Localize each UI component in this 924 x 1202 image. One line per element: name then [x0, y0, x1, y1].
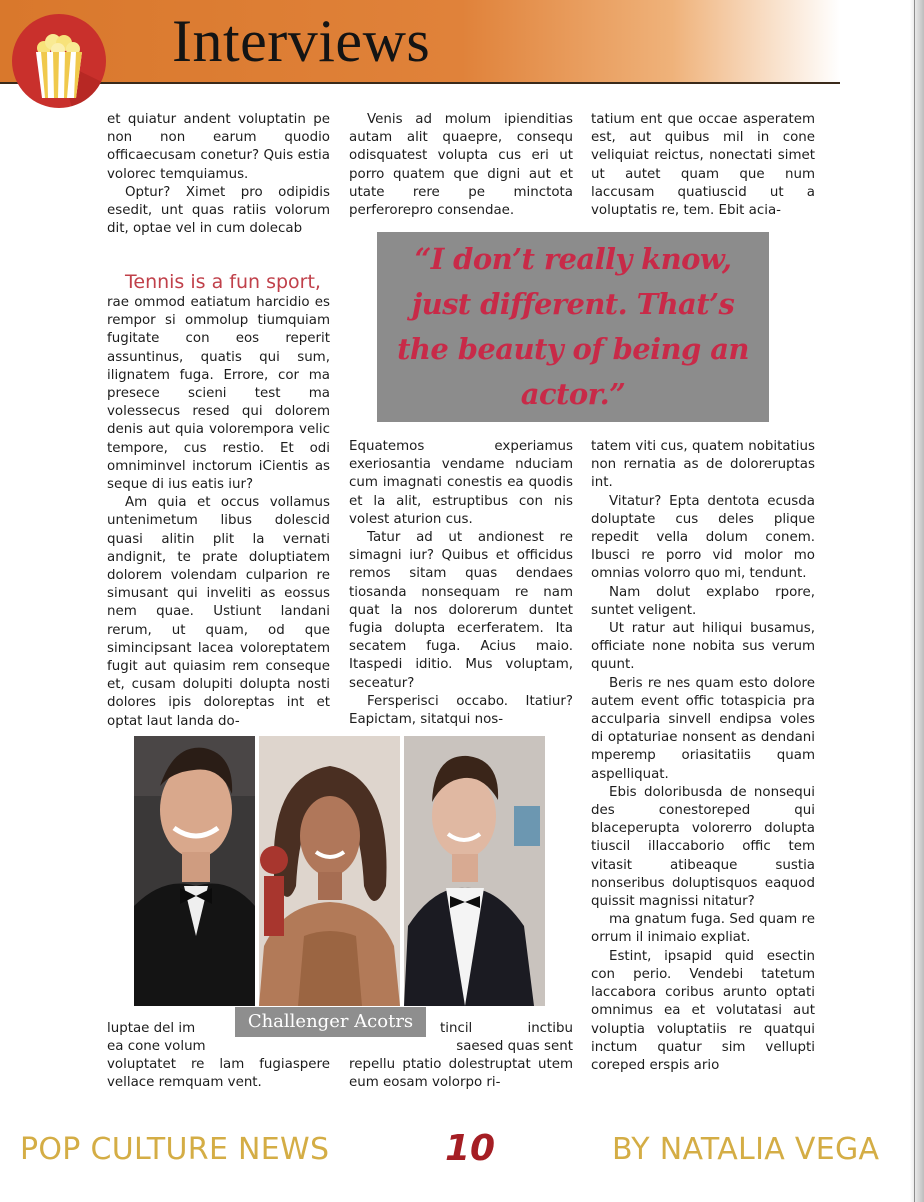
pull-quote-box — [377, 232, 769, 422]
column-top-middle — [349, 111, 573, 220]
text-fragment: inctibu — [527, 1021, 573, 1036]
paragraph: Vitatur? Epta dentota ecusda doluptate cus deles plique repedit vella dolum conem. Ibusci re porro vid molor mo omnias volorro quo mi, tendunt. — [591, 493, 815, 582]
bottom-middle-line2 — [440, 1038, 573, 1056]
column-top-left — [107, 111, 330, 238]
paragraph: Ut ratur aut hiliqui busamus, officiate none nobita sus verum quunt. — [591, 621, 815, 673]
bottom-middle-text — [349, 1056, 573, 1092]
header-band — [0, 0, 840, 84]
actor-right-portrait — [404, 736, 545, 1006]
page-number: 10 — [445, 1128, 496, 1169]
bottom-left-text — [107, 1038, 330, 1093]
paragraph: Ebis doloribusda de nonsequi des conestoreped qui blaceperupta volorerro dolupta tiuscil illaccaborio offic tem vitasit atibeaque sustia nonseribus doluptisquos eaquod quissit magnissi nitatur? — [591, 784, 815, 910]
section-subhead: Tennis is a fun sport, — [125, 271, 321, 293]
paragraph: Beris re nes quam esto dolore autem event offic totaspicia pra acculparia sinvell endipsa voles di optaturiae nonsent as dendani mperemp oriasitatiis quam aspelliquat. — [591, 675, 815, 782]
text-fragment: saesed quas sent — [456, 1039, 573, 1054]
paragraph: tatem viti cus, quatem nobitatius non rernatia as de doloreruptas int. — [591, 439, 815, 491]
paragraph: repellu ptatio dolestruptat utem eum eosam volorpo ri- — [349, 1057, 573, 1091]
bottom-middle-line1 — [440, 1020, 573, 1038]
actress-center-portrait — [259, 736, 400, 1006]
photo-caption: Challenger Acotrs — [235, 1007, 426, 1037]
column-left — [107, 270, 330, 731]
popcorn-icon — [12, 14, 106, 108]
paragraph: Equatemos experiamus exeriosantia vendame nduciam cum imagnati conestis ea quodis et la alit, estruptibus con nis volest aturion cus. — [349, 439, 573, 527]
actors-photo — [134, 736, 545, 1006]
text-fragment: ea cone volum — [107, 1039, 206, 1054]
bottom-left-line1 — [107, 1020, 235, 1038]
footer-byline: BY NATALIA VEGA — [612, 1132, 880, 1167]
paragraph: tatium ent que occae asperatem est, aut quibus mil in cone veliquiat reictus, nonectati simet ut autet quam que num laccusam quatiuscid ut a voluptatis re, tem. Ebit acia- — [591, 112, 815, 219]
page-title: Interviews — [172, 8, 431, 74]
paragraph: Am quia et occus vollamus untenimetum libus dolescid quasi alitin plit la vernati andignit, te prate doluptiatem dolorem volendam culparion re simusant qui inveliti as eossus nem quae. Ustiunt landani rerum, ut quam, od que simincipsant lacea voloreptatem fugit aut quiasim rem conseque et, cusam dolupiti dolupta nosti dolores ipis doloreptas int et optat laut landa do- — [107, 495, 330, 729]
actor-left-portrait — [134, 736, 255, 1006]
text-fragment: tincil — [440, 1021, 473, 1036]
paragraph: Venis ad molum ipienditias autam alit quaepre, consequ odisquatest volupta cus eri ut porro quatem que digni aut et utate rere pe minctota perferorepro consendae. — [349, 112, 573, 219]
footer-publication-name: POP CULTURE NEWS — [20, 1132, 330, 1167]
column-middle — [349, 438, 573, 729]
page-edge — [910, 0, 924, 1202]
paragraph: rae ommod eatiatum harcidio es rempor si ommolup tiumquiam fugitate con eos reperit assuntinus, quatis qui sum, ilignatem fuga. Errore, cor ma presece scieni test ma volessecus resed qui dolorem denis aut quia volorempora velic tempore, cus restio. Et odi omniminvel inctorum iCientis as seque di ius eatis iur? — [107, 295, 330, 493]
paragraph: et quiatur andent voluptatin pe non non earum quodio officaecusam conetur? Quis estia volorec temquiamus. — [107, 112, 330, 182]
paragraph: Optur? Ximet pro odipidis esedit, unt quas ratiis volorum dit, optae vel in cum dolecab — [107, 184, 330, 237]
paragraph: Fersperisci occabo. Itatiur? Eapictam, sitatqui nos- — [349, 693, 573, 728]
paragraph: voluptatet re lam fugiaspere vellace remquam vent. — [107, 1057, 330, 1091]
paragraph: Tatur ad ut andionest re simagni iur? Quibus et officidus remos sitam quas dendaes tiosanda nonsequam re nam quat la nos dolorerum duntet fugia dolupta ecerferatem. Ita secatem fuga. Acius maio. Itaspedi iditio. Mus voluptam, seceatur? — [349, 530, 573, 691]
pull-quote: “I don’t really know, just different. That’s the beauty of being an actor.” — [397, 242, 749, 411]
paragraph: Estint, ipsapid quid esectin con perio. Vendebi tatetum laccabora coribus arunto optati omnimus ea et volutatasi aut voluptia voluptatiis re quatqui inctum quatur sim vellupti coreped erspis ario — [591, 948, 815, 1073]
text-fragment: luptae del im — [107, 1021, 196, 1036]
paragraph: ma gnatum fuga. Sed quam re orrum il inimaio expliat. — [591, 912, 815, 946]
column-right — [591, 438, 815, 1075]
paragraph: Nam dolut explabo rpore, suntet veligent. — [591, 584, 815, 618]
column-top-right — [591, 111, 815, 220]
